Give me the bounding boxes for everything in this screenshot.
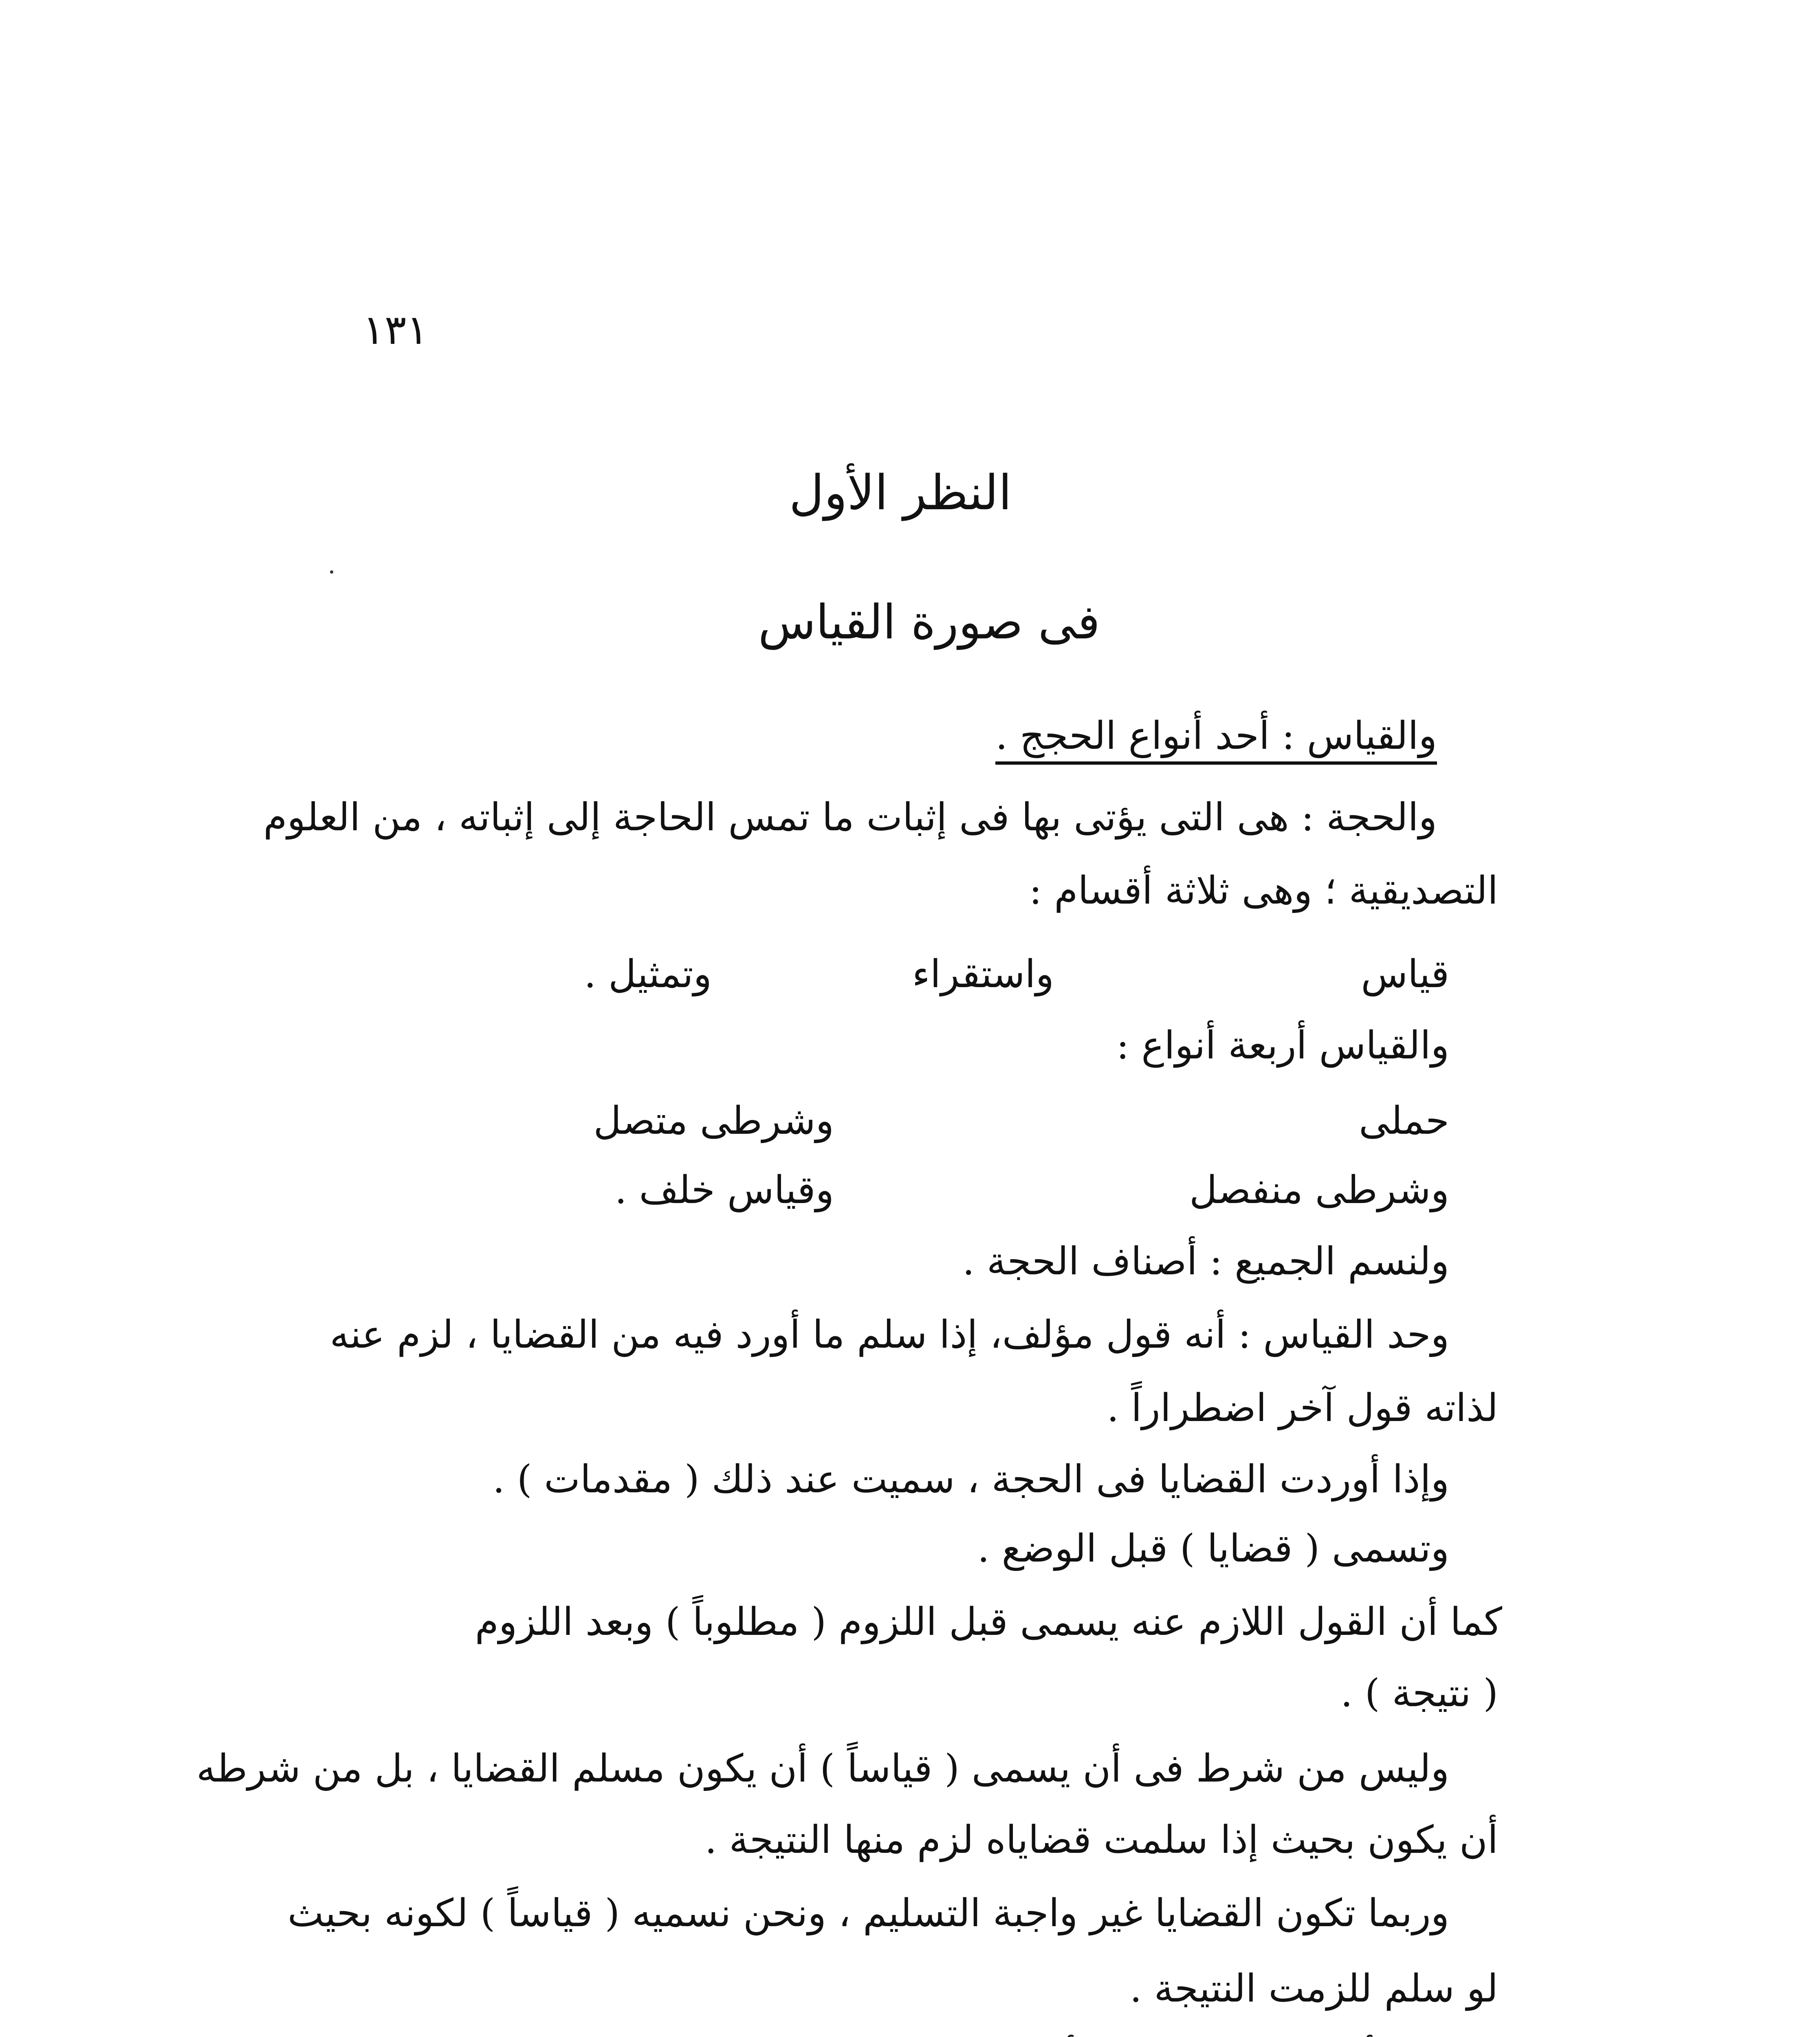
- paragraph-line-2: [263, 795, 1437, 840]
- paragraph-line-6: وحد القياس : أنه قول مؤلف، إذا سلم ما أورد فيه من القضايا ، لزم عنه: [330, 1313, 1449, 1357]
- kind-sharti-muttasil: وشرطى متصل: [593, 1099, 834, 1143]
- division-item-tamthil: وتمثيل .: [584, 952, 712, 997]
- kind-hamli: حملى: [1359, 1099, 1449, 1143]
- paragraph-line-15: لو سلم للزمت النتيجة .: [1129, 1967, 1498, 2011]
- paragraph-line-5: ولنسم الجميع : أصناف الحجة .: [962, 1239, 1449, 1284]
- paragraph-line-4: والقياس أربعة أنواع :: [1116, 1023, 1449, 1068]
- kind-qiyas-khulf: وقياس خلف .: [614, 1168, 834, 1212]
- division-item-istiqra: واستقراء: [912, 952, 1054, 997]
- page-number: ١٣١: [363, 306, 429, 354]
- paragraph-line-12: وليس من شرط فى أن يسمى ( قياساً ) أن يكون مسلم القضايا ، بل من شرطه: [196, 1747, 1449, 1791]
- paragraph-line-1: [995, 714, 1437, 758]
- paragraph-line-13: أن يكون بحيث إذا سلمت قضاياه لزم منها النتيجة .: [704, 1818, 1498, 1862]
- paragraph-line-7: لذاته قول آخر اضطراراً .: [1107, 1386, 1498, 1430]
- paragraph-line-10: كما أن القول اللازم عنه يسمى قبل اللزوم ( مطلوباً ) وبعد اللزوم: [475, 1600, 1502, 1644]
- ink-dot: [330, 570, 333, 574]
- hujja-definition-line: والحجة : هى التى يؤتى بها فى إثبات ما تمس الحاجة إلى إثباته ، من العلوم: [263, 795, 1437, 840]
- paragraph-line-3: التصديقية ؛ وهى ثلاثة أقسام :: [1029, 869, 1498, 913]
- paragraph-line-11: ( نتيجة ) .: [1340, 1671, 1498, 1716]
- paragraph-line-9: وتسمى ( قضايا ) قبل الوضع .: [977, 1527, 1449, 1571]
- section-subtitle: فى صورة القياس: [758, 595, 1100, 650]
- qiyas-term: والقياس : أحد أنواع الحجج .: [995, 714, 1437, 765]
- section-title: النظر الأول: [789, 464, 1012, 521]
- paragraph-line-8: وإذا أوردت القضايا فى الحجة ، سميت عند ذلك ( مقدمات ) .: [493, 1457, 1449, 1502]
- division-item-qiyas: قياس: [1361, 952, 1449, 997]
- kind-sharti-munfasil: وشرطى منفصل: [1189, 1168, 1449, 1212]
- paragraph-line-14: وربما تكون القضايا غير واجبة التسليم ، ونحن نسميه ( قياساً ) لكونه بحيث: [287, 1891, 1449, 1936]
